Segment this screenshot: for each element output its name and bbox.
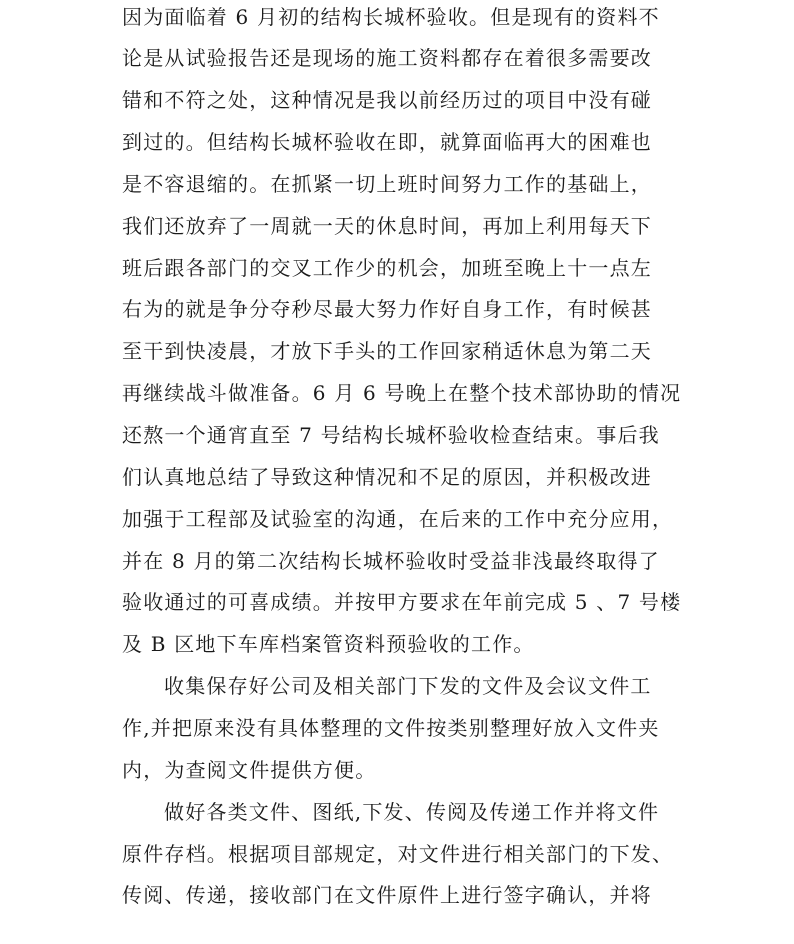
text-line: 我们还放弃了一周就一天的休息时间，再加上利用每天下 <box>122 214 652 238</box>
text-line: 加强于工程部及试验室的沟通，在后来的工作中充分应用， <box>122 507 674 531</box>
text-line: 并在 8 月的第二次结构长城杯验收时受益非浅最终取得了 <box>122 549 660 573</box>
text-line: 验收通过的可喜成绩。并按甲方要求在年前完成 5 、7 号楼 <box>122 590 682 614</box>
text-line: 内，为查阅文件提供方便。 <box>122 758 377 782</box>
text-line: 到过的。但结构长城杯验收在即，就算面临再大的困难也 <box>122 130 652 154</box>
text-line: 原件存档。根据项目部规定，对文件进行相关部门的下发、 <box>122 842 674 866</box>
text-line: 还熬一个通宵直至 7 号结构长城杯验收检查结束。事后我 <box>122 423 660 447</box>
paragraph-first-line: 做好各类文件、图纸,下发、传阅及传递工作并将文件 <box>164 800 660 824</box>
paragraph-first-line: 收集保存好公司及相关部门下发的文件及会议文件工 <box>164 674 652 698</box>
text-line: 再继续战斗做准备。6 月 6 号晚上在整个技术部协助的情况 <box>122 381 682 405</box>
text-line: 右为的就是争分夺秒尽最大努力作好自身工作，有时候甚 <box>122 297 652 321</box>
text-line: 错和不符之处，这种情况是我以前经历过的项目中没有碰 <box>122 88 652 112</box>
text-line: 论是从试验报告还是现场的施工资料都存在着很多需要改 <box>122 46 652 70</box>
text-line: 班后跟各部门的交叉工作少的机会，加班至晚上十一点左 <box>122 256 652 280</box>
text-line: 们认真地总结了导致这种情况和不足的原因，并积极改进 <box>122 465 652 489</box>
text-line: 传阅、传递，接收部门在文件原件上进行签字确认，并将 <box>122 883 652 907</box>
text-line: 作,并把原来没有具体整理的文件按类别整理好放入文件夹 <box>122 716 660 740</box>
text-line: 至干到快凌晨，才放下手头的工作回家稍适休息为第二天 <box>122 339 652 363</box>
text-line: 是不容退缩的。在抓紧一切上班时间努力工作的基础上， <box>122 172 652 196</box>
text-line: 因为面临着 6 月初的结构长城杯验收。但是现有的资料不 <box>122 5 660 29</box>
text-line: 及 B 区地下车库档案管资料预验收的工作。 <box>122 632 535 656</box>
